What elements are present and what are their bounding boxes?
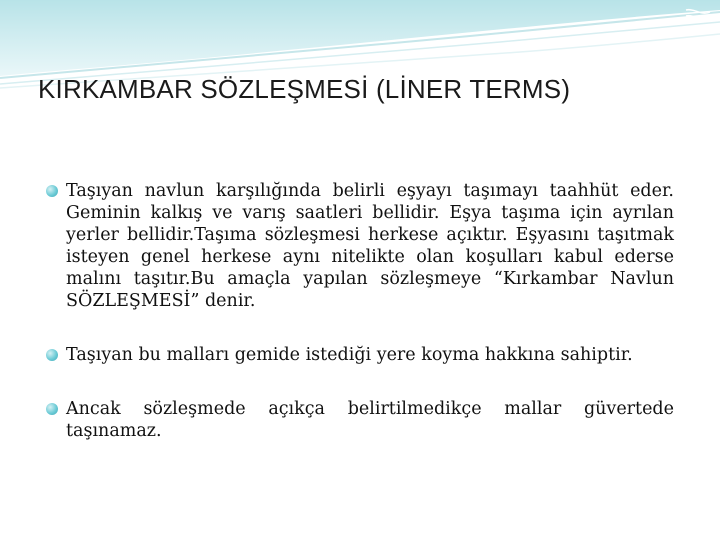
corner-ornament-icon [684, 6, 712, 24]
bullet-item [48, 180, 674, 312]
bullet-item [48, 398, 674, 442]
bullet-text: Taşıyan navlun karşılığında belirli eşyayı taşımayı taahhüt eder. Geminin kalkış ve varış saatleri bellidir. Eşya taşıma için ayrılan yerler bellidir.Taşıma sözleşmesi herkese açıktır. Eşyasını taşıtmak isteyen genel herkese aynı nitelikte olan koşulları kabul ederse malını taşıtır.Bu amaçla yapılan sözleşmeye “Kırkambar Navlun SÖZLEŞMESİ” denir. [66, 181, 674, 311]
bullet-list [48, 180, 674, 442]
header-band-fill [0, 0, 720, 76]
bullet-text: Ancak sözleşmede açıkça belirtilmedikçe mallar güvertede taşınamaz. [66, 399, 674, 441]
bullet-dot-icon [46, 403, 58, 415]
bullet-text: Taşıyan bu malları gemide istediği yere koyma hakkına sahiptir. [66, 345, 633, 365]
slide-title: KIRKAMBAR SÖZLEŞMESİ (LİNER TERMS) [38, 74, 571, 104]
bullet-dot-icon [46, 185, 58, 197]
bullet-item [48, 344, 674, 366]
bullet-dot-icon [46, 349, 58, 361]
